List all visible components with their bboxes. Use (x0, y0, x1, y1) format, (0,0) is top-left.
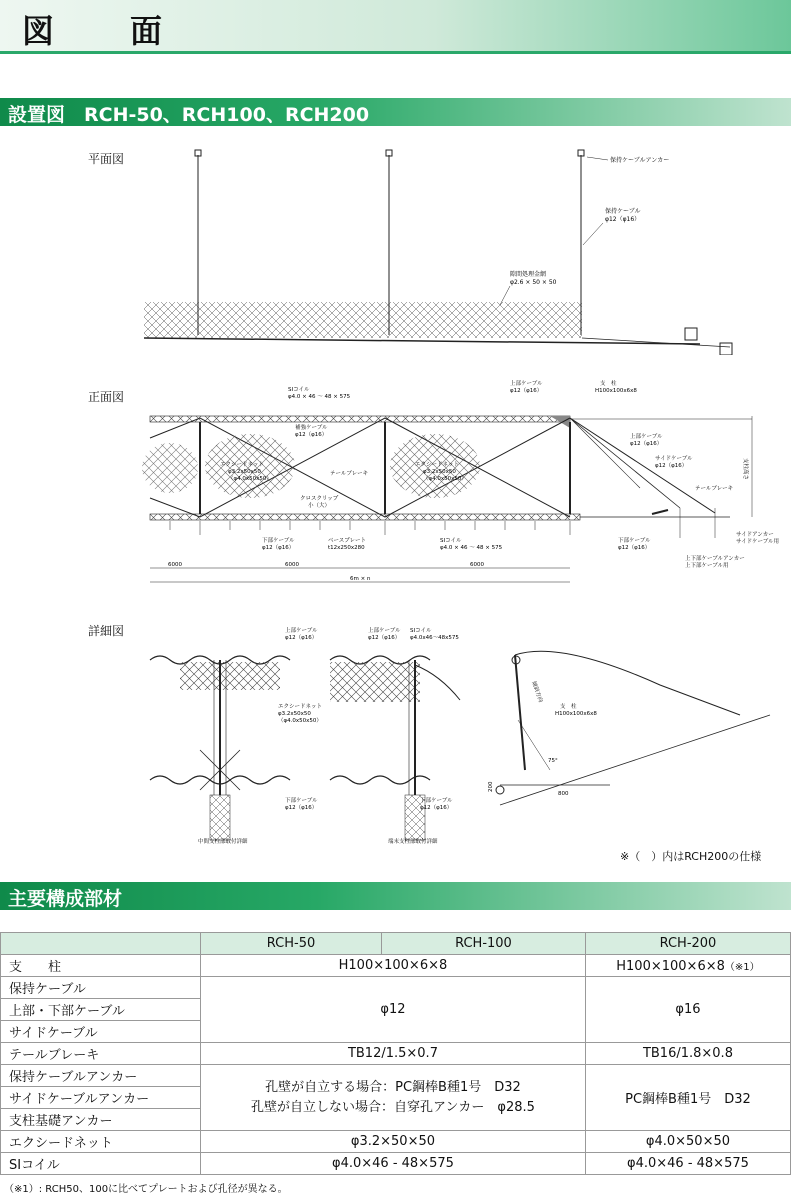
cell-cable-50-100: φ12 (201, 977, 586, 1043)
row-label-side-cable: サイドケーブル (1, 1021, 201, 1043)
table-row (1, 1131, 791, 1153)
cell-anchor-50-100-b: 孔壁が自立しない場合：自穿孔アンカー φ28.5 (250, 1099, 535, 1115)
table-header-row (1, 933, 791, 955)
table-row (1, 955, 791, 977)
table-header-rch50: RCH-50 (201, 933, 382, 955)
row-label-post-anchor: 支柱基礎アンカー (1, 1109, 201, 1131)
front-side-cable-spec: φ12（φ16） (655, 463, 688, 469)
front-net-1: エクシードネット (220, 462, 264, 468)
front-net-2-spec-1: φ3.2x50x50 (423, 469, 456, 475)
front-net-2-spec-2: （φ4.0x50x50） (423, 476, 467, 482)
front-net-2: エクシードネット (415, 462, 459, 468)
components-table (0, 932, 791, 1175)
section-components-bar (0, 882, 791, 910)
row-label-tail-brake: テールブレーキ (1, 1043, 201, 1065)
detail-side-elevation (496, 651, 770, 805)
detail-a-lower-spec: φ12（φ16） (285, 805, 318, 811)
front-ul-anchor-use: 上下部ケーブル用 (685, 563, 729, 569)
plan-retain-cable-label: 保持ケーブル (605, 208, 641, 215)
front-post-spec: H100x100x6x8 (595, 388, 637, 394)
front-view-drawing (140, 378, 780, 588)
front-cross-clip: クロスクリップ (300, 496, 339, 502)
detail-b-si: SIコイル (410, 628, 432, 634)
detail-a-net-spec-1: φ3.2x50x50 (278, 711, 311, 717)
table-header-rch200: RCH-200 (585, 933, 790, 955)
front-cross-clip-spec: 小（大） (308, 503, 331, 509)
front-base-plate-spec: t12x250x280 (328, 545, 365, 551)
cell-post-50-100: H100×100×6×8 (201, 955, 586, 977)
detail-b-caption: 端末支柱部取付詳細 (388, 839, 438, 845)
cell-net-50-100: φ3.2×50×50 (201, 1131, 586, 1153)
detail-a-lower: 下部ケーブル (285, 798, 318, 804)
section-installation-bar (0, 98, 791, 126)
front-lower-cable-r-spec: φ12（φ16） (618, 545, 651, 551)
cell-si-200: φ4.0×46 - 48×575 (585, 1153, 790, 1175)
front-dim-1: 6000 (168, 562, 182, 568)
row-label-retain-anchor: 保持ケーブルアンカー (1, 1065, 201, 1087)
front-dim-total: 6m × n (350, 576, 371, 582)
cell-post-200 (585, 955, 790, 977)
front-post-label: 支 柱 (600, 381, 617, 387)
table-row (1, 1043, 791, 1065)
detail-view-label: 詳細図 (88, 624, 125, 638)
table-header-blank (1, 933, 201, 955)
plan-view-drawing (140, 145, 760, 355)
cell-anchor-50-100-a: 孔壁が自立する場合：PC鋼棒B種1号 D32 (265, 1079, 521, 1095)
plan-anchor-1 (685, 328, 697, 340)
front-si-coil-top-spec: φ4.0 × 46 ～ 48 × 575 (288, 394, 351, 400)
detail-b-lower: 下部ケーブル (420, 798, 453, 804)
row-label-post: 支 柱 (1, 955, 201, 977)
detail-end-post (330, 656, 460, 840)
front-lower-cable-spec: φ12（φ16） (262, 545, 295, 551)
detail-b-lower-spec: φ12（φ16） (420, 805, 453, 811)
detail-a-net: エクシードネット (278, 704, 322, 710)
detail-a-upper-spec: φ12（φ16） (285, 635, 318, 641)
front-ul-anchor: 上下部ケーブルアンカー (685, 556, 745, 562)
detail-c-post-spec: H100x100x6x8 (555, 711, 597, 717)
front-si-coil-bottom-spec: φ4.0 × 46 ～ 48 × 575 (440, 545, 503, 551)
front-tail-brake: テールブレーキ (330, 471, 369, 477)
plan-view-label: 平面図 (88, 152, 125, 166)
table-row (1, 977, 791, 999)
detail-c-dim-1: 200 (488, 781, 494, 792)
detail-b-si-spec: φ4.0x46～48x575 (410, 635, 459, 641)
detail-middle-post (150, 656, 290, 840)
front-view-label: 正面図 (88, 390, 125, 404)
row-label-ul-cable: 上部・下部ケーブル (1, 999, 201, 1021)
table-row (1, 1153, 791, 1175)
front-dim-2: 6000 (285, 562, 299, 568)
front-base-plate: ベースプレート (328, 538, 367, 544)
row-label-side-anchor: サイドケーブルアンカー (1, 1087, 201, 1109)
cell-tail-200: TB16/1.8×0.8 (585, 1043, 790, 1065)
front-si-coil-top: SIコイル (288, 387, 310, 393)
cell-net-200: φ4.0×50×50 (585, 1131, 790, 1153)
plan-mesh-spec: φ2.6 × 50 × 50 (510, 279, 557, 286)
rch200-note: ※（ ）内はRCH200の仕様 (620, 850, 762, 863)
front-reinforce-cable: 補強ケーブル (295, 425, 328, 431)
front-side-anchor: サイドアンカー (736, 532, 774, 538)
detail-c-dim-2: 800 (558, 791, 569, 797)
page-title: 図 面 (22, 12, 185, 50)
front-dim-3: 6000 (470, 562, 484, 568)
page-title-bar (0, 0, 791, 54)
front-net-1-spec-2: （φ4.0x50x50） (228, 476, 272, 482)
table-row (1, 1065, 791, 1087)
cell-cable-200: φ16 (585, 977, 790, 1043)
detail-view-drawing (140, 620, 780, 850)
front-upper-cable-r: 上部ケーブル (630, 434, 663, 440)
front-side-anchor-use: サイドケーブル用 (736, 539, 780, 545)
front-lower-cable: 下部ケーブル (262, 538, 295, 544)
plan-retain-cable-spec: φ12（φ16） (605, 216, 641, 223)
footnote: （※1）: RCH50、100に比べてプレートおよび孔径が異なる。 (4, 1184, 288, 1195)
row-label-retain-cable: 保持ケーブル (1, 977, 201, 999)
detail-c-post: 支 柱 (560, 704, 577, 710)
detail-c-angle: 75° (548, 758, 558, 764)
detail-a-caption: 中間支柱部取付詳細 (198, 839, 248, 845)
detail-b-upper-spec: φ12（φ16） (368, 635, 401, 641)
plan-mesh-label: 隙間処理金網 (510, 271, 547, 278)
cell-anchor-200: PC鋼棒B種1号 D32 (585, 1065, 790, 1131)
detail-a-net-spec-2: （φ4.0x50x50） (278, 718, 322, 724)
section-installation-title: 設置図 RCH-50、RCH100、RCH200 (8, 104, 370, 126)
table-header-rch100: RCH-100 (382, 933, 586, 955)
cell-si-50-100: φ4.0×46 - 48×575 (201, 1153, 586, 1175)
row-label-si: SIコイル (1, 1153, 201, 1175)
front-side-cable: サイドケーブル (655, 456, 693, 462)
detail-b-upper: 上部ケーブル (368, 628, 401, 634)
plan-mesh (144, 302, 582, 338)
detail-c-slope: 傾斜方向 (530, 680, 544, 704)
front-lower-cable-r: 下部ケーブル (618, 538, 651, 544)
cell-tail-50-100: TB12/1.5×0.7 (201, 1043, 586, 1065)
row-label-net: エクシードネット (1, 1131, 201, 1153)
plan-anchor-2 (720, 343, 732, 355)
front-reinforce-cable-spec: φ12（φ16） (295, 432, 328, 438)
front-upper-cable-r-spec: φ12（φ16） (630, 441, 663, 447)
front-net-1-spec-1: φ3.2x50x50 (228, 469, 261, 475)
front-tail-brake-r: テールブレーキ (695, 486, 734, 492)
cell-anchor-50-100 (201, 1065, 586, 1131)
front-si-coil-bottom: SIコイル (440, 538, 462, 544)
cell-post-200-value: H100×100×6×8 (616, 958, 725, 974)
section-components-title: 主要構成部材 (8, 888, 123, 910)
plan-retain-anchor-label: 保持ケーブルアンカー (610, 157, 670, 164)
front-upper-cable-spec: φ12（φ16） (510, 388, 543, 394)
front-post-height-label: 支柱高さ (742, 458, 748, 481)
detail-a-upper: 上部ケーブル (285, 628, 318, 634)
cell-post-200-note: （※1） (724, 961, 760, 973)
front-upper-cable: 上部ケーブル (510, 381, 543, 387)
